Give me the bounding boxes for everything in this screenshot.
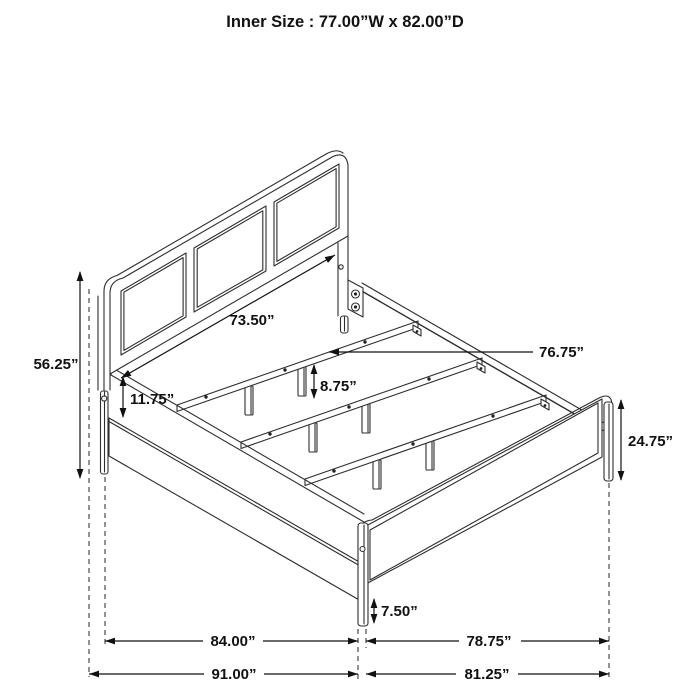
rail-floor-clearance-label: 7.50” [381, 603, 418, 620]
diagram-title: Inner Size : 77.00”W x 82.00”D [226, 13, 464, 31]
support-leg-height-label: 8.75” [320, 378, 357, 395]
headboard-height-label: 56.25” [33, 356, 79, 373]
headboard-rail-gap-label: 11.75” [130, 391, 175, 408]
inner-length-right-label: 78.75” [466, 633, 512, 650]
dim-overall-length-right [366, 666, 609, 683]
inner-length-left-label: 84.00” [210, 633, 256, 650]
headboard-left-post [98, 291, 110, 474]
footboard-right-leg [604, 402, 613, 481]
support-leg [245, 386, 253, 415]
dim-inner-length-left [105, 633, 358, 650]
dim-headboard-height [33, 271, 83, 479]
dim-support-leg-height [311, 364, 357, 399]
slat-width-label: 76.75” [539, 344, 585, 361]
dim-footboard-height [618, 399, 673, 481]
headboard-right-post [338, 236, 363, 333]
footboard [358, 396, 613, 626]
footboard-height-label: 24.75” [628, 433, 674, 450]
support-leg [426, 441, 434, 470]
overall-length-right-label: 81.25” [464, 666, 510, 683]
support-leg [298, 367, 306, 396]
support-leg [373, 460, 381, 489]
dim-headboard-rail-gap [120, 376, 175, 418]
slat-bracket [413, 325, 549, 410]
support-leg [362, 404, 370, 433]
dim-inner-length-right [366, 633, 609, 650]
footboard-left-leg [358, 523, 368, 626]
dim-overall-length-left [89, 666, 358, 683]
overall-length-left-label: 91.00” [211, 666, 257, 683]
headboard-width-label: 73.50” [229, 312, 275, 329]
support-leg [309, 423, 317, 452]
dim-rail-floor-clearance [371, 598, 418, 624]
